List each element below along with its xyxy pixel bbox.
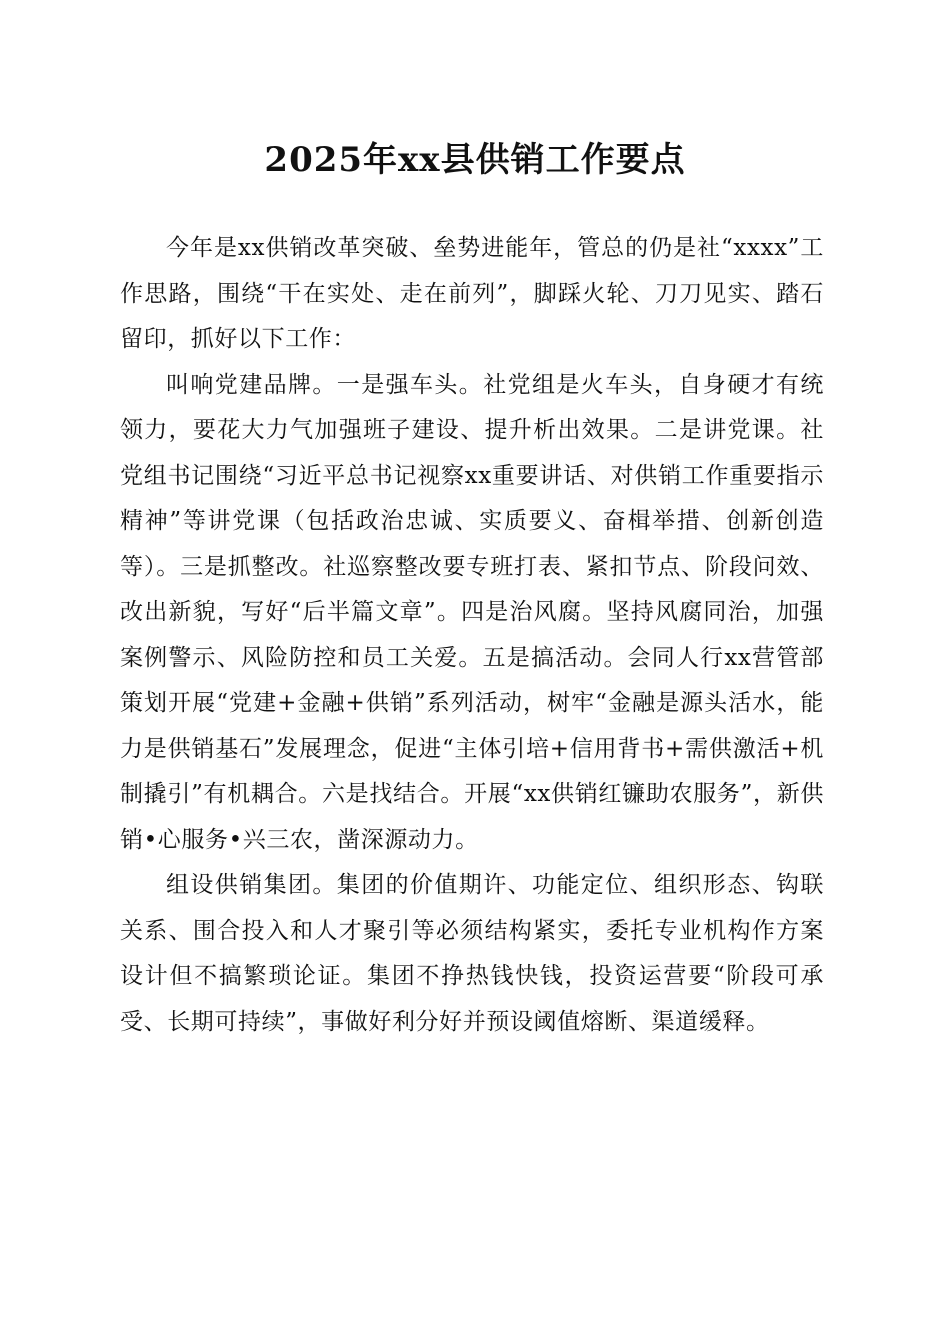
paragraph-supply-group: 组设供销集团。集团的价值期许、功能定位、组织形态、钩联关系、围合投入和人才聚引等必须结构紧实，委托专业机构作方案设计但不搞繁琐论证。集团不挣热钱快钱，投资运营要“阶段可承受、长期可持续”，事做好利分好并预设阈值熔断、渠道缓释。 bbox=[120, 872, 824, 1035]
document-title: 2025年xx县供销工作要点 bbox=[264, 140, 686, 180]
paragraph-intro: 今年是xx供销改革突破、垒势进能年，管总的仍是社“xxxx”工作思路，围绕“干在实处、走在前列”，脚踩火轮、刀刀见实、踏石留印，抓好以下工作： bbox=[120, 235, 824, 352]
paragraph-party-building: 叫响党建品牌。一是强车头。社党组是火车头，自身硬才有统领力，要花大力气加强班子建设、提升析出效果。二是讲党课。社党组书记围绕“习近平总书记视察xx重要讲话、对供销工作重要指示精神”等讲党课（包括政治忠诚、实质要义、奋楫举措、创新创造等）。三是抓整改。社巡察整改要专班打表、紧扣节点、阶段问效、改出新貌，写好“后半篇文章”。四是治风腐。坚持风腐同治，加强案例警示、风险防控和员工关爱。五是搞活动。会同人行xx营管部策划开展“党建+金融+供销”系列活动，树牢“金融是源头活水，能力是供销基石”发展理念，促进“主体引培+信用背书+需供激活+机制撬引”有机耦合。六是找结合。开展“xx供销红镰助农服务”，新供销•心服务•兴三农，凿深源动力。 bbox=[120, 371, 824, 853]
document-body bbox=[120, 226, 824, 1045]
